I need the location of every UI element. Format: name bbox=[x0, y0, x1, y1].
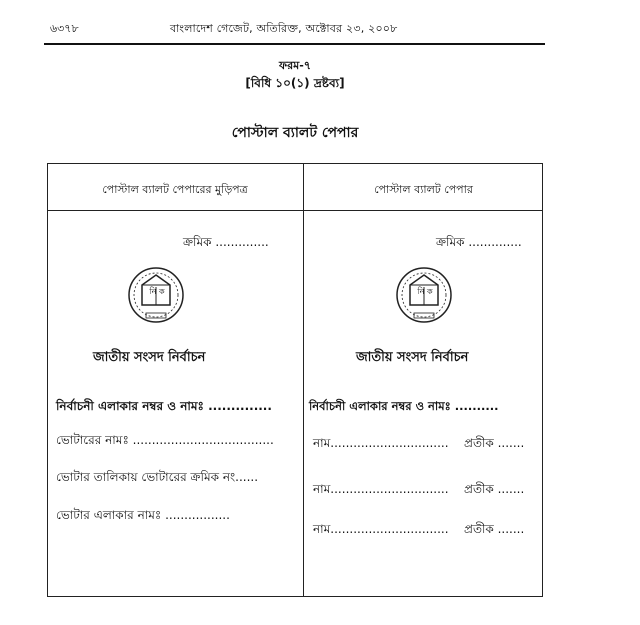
candidate-name-field: নাম............................... bbox=[313, 436, 449, 450]
counterfoil-heading: পোস্টাল ব্যালট পেপারের মুড়িপত্র bbox=[102, 183, 248, 196]
counterfoil-constituency-field: নির্বাচনী এলাকার নম্বর ও নামঃ .............. bbox=[56, 399, 272, 413]
table-header-divider bbox=[47, 210, 543, 211]
counterfoil-election-title: জাতীয় সংসদ নির্বাচন bbox=[93, 350, 206, 365]
counterfoil-serial: ক্রমিক .............. bbox=[183, 235, 269, 249]
candidate-symbol-field: প্রতীক ....... bbox=[464, 482, 525, 496]
candidate-name-field: নাম............................... bbox=[313, 482, 449, 496]
counterfoil-voter-serial-field: ভোটার তালিকায় ভোটারের ক্রমিক নং...... bbox=[56, 470, 259, 484]
candidate-symbol-field: প্রতীক ....... bbox=[464, 436, 525, 450]
rule-reference: [বিধি ১০(১) দ্রষ্টব্য] bbox=[245, 76, 345, 90]
counterfoil-voter-name-field: ভোটারের নামঃ ..................................... bbox=[56, 433, 274, 447]
table-column-divider bbox=[303, 163, 304, 597]
ballot-constituency-field: নির্বাচনী এলাকার নম্বর ও নামঃ .......... bbox=[309, 399, 499, 413]
ballot-heading: পোস্টাল ব্যালট পেপার bbox=[374, 183, 473, 196]
emblem-letters: নি ক bbox=[417, 287, 433, 296]
form-number: ফরম-৭ bbox=[279, 59, 311, 72]
ballot-election-title: জাতীয় সংসদ নির্বাচন bbox=[356, 350, 469, 365]
ballot-serial: ক্রমিক .............. bbox=[436, 235, 522, 249]
header-divider bbox=[44, 43, 545, 45]
page-number: ৬৩৭৮ bbox=[50, 22, 79, 35]
emblem-letters: নি ক bbox=[149, 287, 165, 296]
candidate-name-field: নাম............................... bbox=[313, 522, 449, 536]
candidate-symbol-field: প্রতীক ....... bbox=[464, 522, 525, 536]
counterfoil-voter-area-field: ভোটার এলাকার নামঃ ................. bbox=[56, 508, 230, 522]
gazette-header: বাংলাদেশ গেজেট, অতিরিক্ত, অক্টোবর ২৩, ২০০৮ bbox=[170, 22, 398, 35]
document-title: পোস্টাল ব্যালট পেপার bbox=[231, 125, 359, 141]
